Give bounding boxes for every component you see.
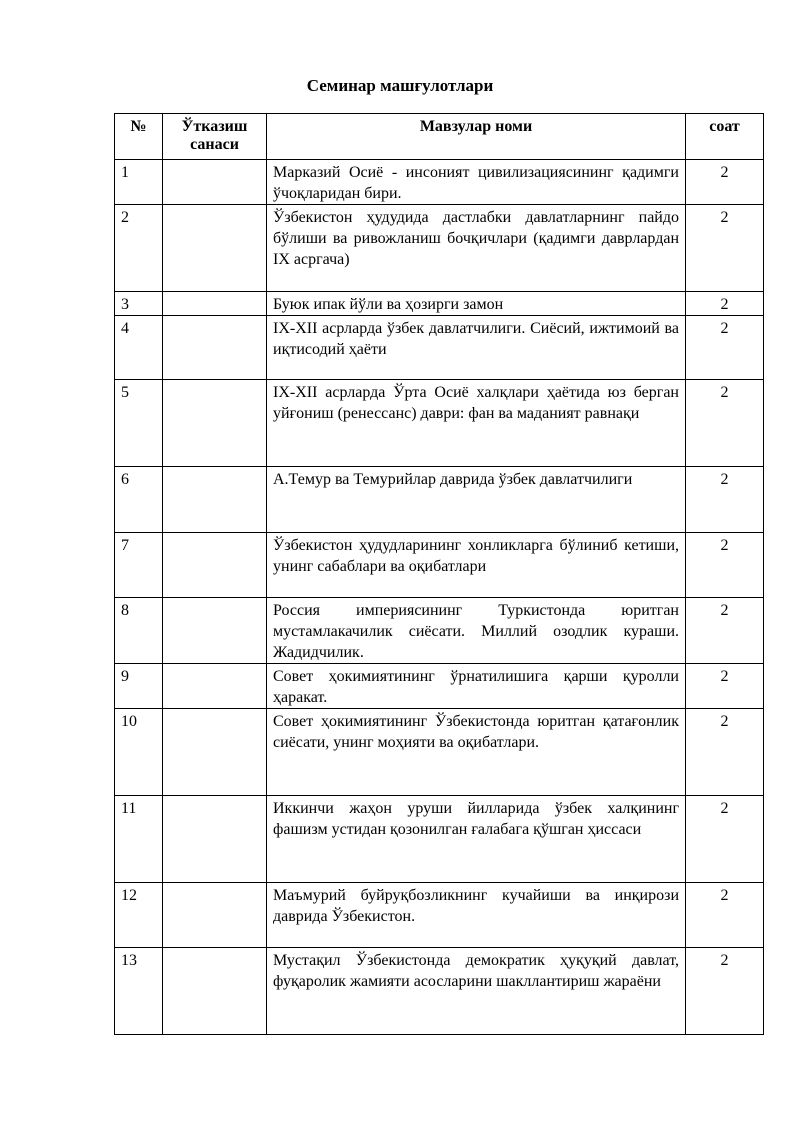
- cell-date: [163, 160, 267, 205]
- cell-date: [163, 292, 267, 316]
- table-row: [115, 205, 764, 292]
- cell-topic: IX-XII асрларда Ўрта Осиё халқлари ҳаётида юз берган уйғониш (ренессанс) даври: фан ва маданият равнақи: [267, 380, 686, 467]
- cell-date: [163, 467, 267, 533]
- cell-topic: Совет ҳокимиятининг Ўзбекистонда юритган қатағонлик сиёсати, унинг моҳияти ва оқибатлари.: [267, 709, 686, 796]
- table-row: [115, 316, 764, 380]
- cell-topic: Марказий Осиё - инсоният цивилизациясининг қадимги ўчоқларидан бири.: [267, 160, 686, 205]
- page-title: Семинар машғулотлари: [306, 76, 494, 95]
- cell-hours: 2: [686, 380, 764, 467]
- cell-num: 7: [115, 533, 163, 598]
- table-row: [115, 664, 764, 709]
- cell-hours: 2: [686, 598, 764, 664]
- cell-date: [163, 796, 267, 883]
- cell-topic: Мустақил Ўзбекистонда демократик ҳуқуқий давлат, фуқаролик жамияти асосларини шакллантириш жараёни: [267, 948, 686, 1035]
- table-row: [115, 533, 764, 598]
- cell-num: 2: [115, 205, 163, 292]
- cell-num: 12: [115, 883, 163, 948]
- cell-topic: А.Темур ва Темурийлар даврида ўзбек давлатчилиги: [267, 467, 686, 533]
- cell-hours: 2: [686, 533, 764, 598]
- cell-date: [163, 533, 267, 598]
- cell-hours: 2: [686, 796, 764, 883]
- table-row: [115, 467, 764, 533]
- cell-topic: Иккинчи жаҳон уруши йилларида ўзбек халқининг фашизм устидан қозонилган ғалабага қўшган ҳиссаси: [267, 796, 686, 883]
- cell-num: 11: [115, 796, 163, 883]
- table-row: [115, 160, 764, 205]
- cell-hours: 2: [686, 160, 764, 205]
- cell-hours: 2: [686, 292, 764, 316]
- cell-num: 1: [115, 160, 163, 205]
- cell-num: 5: [115, 380, 163, 467]
- cell-topic: Совет ҳокимиятининг ўрнатилишига қарши қуролли ҳаракат.: [267, 664, 686, 709]
- cell-date: [163, 883, 267, 948]
- table-row: [115, 598, 764, 664]
- cell-hours: 2: [686, 883, 764, 948]
- cell-hours: 2: [686, 709, 764, 796]
- cell-date: [163, 598, 267, 664]
- cell-hours: 2: [686, 664, 764, 709]
- header-hours: соат: [686, 114, 764, 160]
- cell-topic: IX-XII асрларда ўзбек давлатчилиги. Сиёсий, ижтимоий ва иқтисодий ҳаёти: [267, 316, 686, 380]
- cell-hours: 2: [686, 205, 764, 292]
- cell-num: 10: [115, 709, 163, 796]
- cell-date: [163, 205, 267, 292]
- table-row: [115, 796, 764, 883]
- cell-topic: Буюк ипак йўли ва ҳозирги замон: [267, 292, 686, 316]
- cell-hours: 2: [686, 467, 764, 533]
- table-row: [115, 948, 764, 1035]
- seminar-table: [114, 113, 764, 1035]
- header-num: №: [115, 114, 163, 160]
- table-row: [115, 709, 764, 796]
- cell-num: 6: [115, 467, 163, 533]
- cell-date: [163, 664, 267, 709]
- header-topic: Мавзулар номи: [267, 114, 686, 160]
- cell-hours: 2: [686, 316, 764, 380]
- cell-topic: Ўзбекистон ҳудудида дастлабки давлатларнинг пайдо бўлиши ва ривожланиш бочқичлари (қадимги даврлардан IX асргача): [267, 205, 686, 292]
- cell-topic: Ўзбекистон ҳудудларининг хонликларга бўлиниб кетиши, унинг сабаблари ва оқибатлари: [267, 533, 686, 598]
- cell-num: 3: [115, 292, 163, 316]
- cell-num: 9: [115, 664, 163, 709]
- cell-topic: Россия империясининг Туркистонда юритган мустамлакачилик сиёсати. Миллий озодлик кураши. Жадидчилик.: [267, 598, 686, 664]
- cell-topic: Маъмурий буйруқбозликнинг кучайиши ва инқирози даврида Ўзбекистон.: [267, 883, 686, 948]
- cell-num: 4: [115, 316, 163, 380]
- table-header-row: [115, 114, 764, 160]
- cell-num: 8: [115, 598, 163, 664]
- cell-date: [163, 380, 267, 467]
- cell-hours: 2: [686, 948, 764, 1035]
- table-row: [115, 380, 764, 467]
- cell-num: 13: [115, 948, 163, 1035]
- table-row: [115, 883, 764, 948]
- table-row: [115, 292, 764, 316]
- cell-date: [163, 316, 267, 380]
- header-date: Ўтказиш санаси: [163, 114, 267, 160]
- cell-date: [163, 948, 267, 1035]
- cell-date: [163, 709, 267, 796]
